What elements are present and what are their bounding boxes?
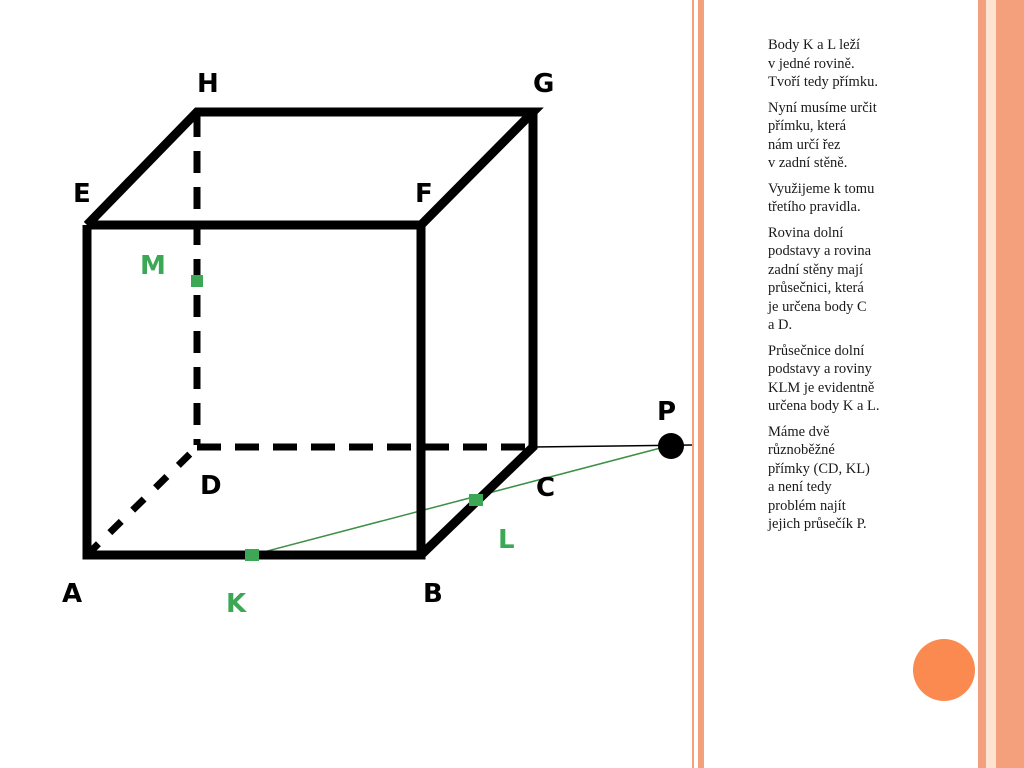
- explanation-paragraph: [768, 342, 928, 416]
- explanation-line: třetího pravidla.: [768, 199, 861, 215]
- explanation-line: a není tedy: [768, 479, 832, 495]
- label-M: M: [140, 251, 166, 281]
- explanation-text: [768, 36, 928, 541]
- point-K-marker: [245, 549, 259, 561]
- explanation-line: Využijeme k tomu: [768, 180, 875, 197]
- explanation-line: jejich průsečík P.: [768, 516, 867, 532]
- explanation-line: Body K a L leží: [768, 37, 861, 53]
- frame-stripe-right-2: [996, 0, 1024, 768]
- point-P-marker: [658, 433, 684, 459]
- explanation-paragraph: [768, 224, 928, 335]
- point-L-marker: [469, 494, 483, 506]
- explanation-paragraph: [768, 36, 928, 92]
- explanation-line: a D.: [768, 317, 793, 333]
- frame-stripe-right-gap: [986, 0, 996, 768]
- explanation-line: nám určí řez: [768, 136, 841, 153]
- label-E: E: [73, 179, 91, 209]
- explanation-line: Nyní musíme určit: [768, 99, 877, 116]
- label-D: D: [200, 471, 222, 501]
- explanation-line: KLM je evidentně: [768, 379, 875, 396]
- explanation-line: průsečnici, která: [768, 280, 864, 296]
- explanation-paragraph: [768, 180, 928, 217]
- explanation-line: Rovina dolní: [768, 224, 844, 241]
- explanation-line: v jedné rovině.: [768, 55, 855, 72]
- explanation-line: problém najít: [768, 497, 846, 514]
- explanation-line: přímky (CD, KL): [768, 460, 870, 477]
- label-C: C: [536, 473, 556, 503]
- explanation-line: Průsečnice dolní: [768, 342, 865, 359]
- label-H: H: [197, 69, 219, 99]
- explanation-line: Máme dvě: [768, 423, 830, 440]
- explanation-line: v zadní stěně.: [768, 155, 848, 171]
- orange-circle-decoration: [913, 639, 975, 701]
- explanation-line: je určena body C: [768, 298, 867, 315]
- explanation-line: zadní stěny mají: [768, 261, 864, 278]
- label-A: A: [62, 579, 83, 609]
- explanation-line: určena body K a L.: [768, 398, 880, 414]
- label-K: K: [226, 589, 247, 619]
- explanation-line: podstavy a roviny: [768, 361, 872, 377]
- label-B: B: [423, 579, 443, 609]
- frame-stripe-left-thick: [698, 0, 704, 768]
- label-P: P: [657, 397, 677, 427]
- explanation-line: Tvoří tedy přímku.: [768, 74, 878, 90]
- explanation-paragraph: [768, 99, 928, 173]
- explanation-line: přímku, která: [768, 118, 847, 134]
- explanation-line: podstavy a rovina: [768, 243, 872, 259]
- explanation-line: různoběžné: [768, 442, 835, 458]
- frame-stripe-right-1: [978, 0, 986, 768]
- explanation-paragraph: [768, 423, 928, 534]
- point-M-marker: [191, 275, 203, 287]
- label-G: G: [533, 69, 555, 99]
- label-F: F: [415, 179, 433, 209]
- label-L: L: [498, 525, 515, 555]
